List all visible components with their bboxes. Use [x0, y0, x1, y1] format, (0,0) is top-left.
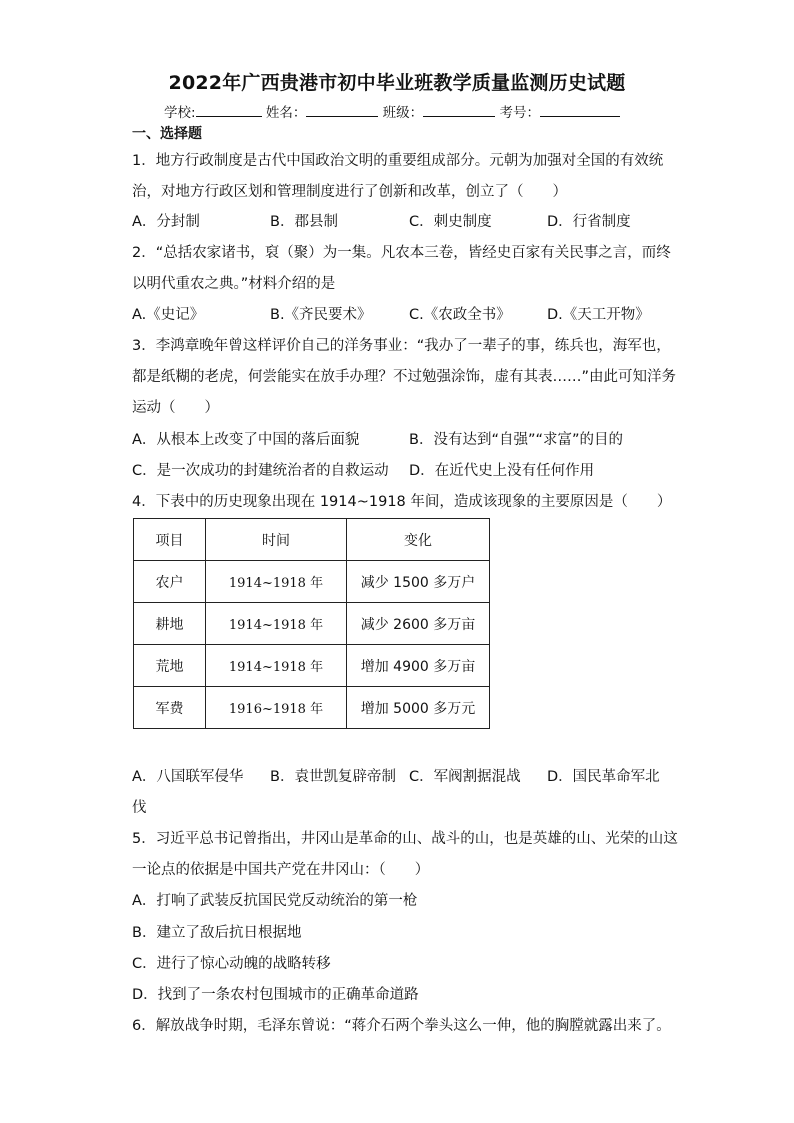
name-label: 姓名：	[265, 105, 307, 121]
table-row	[134, 603, 490, 645]
q3-option-b[interactable]: B．没有达到“自强”“求富”的目的	[409, 432, 623, 448]
q3-stem-line3: 运动（ ）	[132, 400, 219, 416]
q4-option-a[interactable]: A．八国联军侵华	[132, 769, 244, 785]
q5-option-a[interactable]: A．打响了武装反抗国民党反动统治的第一枪	[132, 893, 418, 909]
page-title: 2022年广西贵港市初中毕业班教学质量监测历史试题	[168, 72, 626, 94]
q3-option-d[interactable]: D．在近代史上没有任何作用	[409, 463, 595, 479]
table-row	[134, 561, 490, 603]
table-row	[134, 687, 490, 729]
q1-option-a[interactable]: A．分封制	[132, 214, 200, 230]
table-cell: 增加 5000 多万元	[347, 687, 490, 729]
q4-option-d-wrap: 伐	[132, 800, 147, 816]
q2-option-c[interactable]: C.《农政全书》	[409, 307, 511, 323]
class-blank[interactable]	[423, 102, 495, 117]
table-cell: 1914~1918 年	[206, 561, 347, 603]
table-cell: 减少 2600 多万亩	[347, 603, 490, 645]
q3-stem-line1: 3．李鸿章晚年曾这样评价自己的洋务事业：“我办了一辈子的事，练兵也，海军也，	[132, 338, 671, 354]
table-cell: 耕地	[134, 603, 206, 645]
q1-stem-line2: 治，对地方行政区划和管理制度进行了创新和改革，创立了（ ）	[132, 184, 567, 200]
student-info-line	[164, 101, 620, 121]
q5-option-d[interactable]: D．找到了一条农村包围城市的正确革命道路	[132, 987, 419, 1003]
q2-stem-line2: 以明代重农之典。”材料介绍的是	[132, 276, 336, 292]
q4-option-d[interactable]: D．国民革命军北	[547, 769, 660, 785]
q2-stem-line1: 2．“总括农家诸书，裒（聚）为一集。凡农本三卷，皆经史百家有关民事之言，而终	[132, 245, 671, 261]
table-cell: 增加 4900 多万亩	[347, 645, 490, 687]
exam-no-blank[interactable]	[540, 102, 620, 117]
table-header-cell: 时间	[206, 519, 347, 561]
q4-option-c[interactable]: C．军阀割据混战	[409, 769, 521, 785]
q5-option-b[interactable]: B．建立了敌后抗日根据地	[132, 925, 302, 941]
history-data-table	[133, 518, 490, 729]
table-cell: 1914~1918 年	[206, 603, 347, 645]
q5-stem-line2: 一论点的依据是中国共产党在井冈山：（ ）	[132, 862, 430, 878]
q6-stem-line1: 6．解放战争时期，毛泽东曾说：“蒋介石两个拳头这么一伸，他的胸膛就露出来了。	[132, 1018, 671, 1034]
q1-option-c[interactable]: C．刺史制度	[409, 214, 492, 230]
table-cell: 荒地	[134, 645, 206, 687]
class-label: 班级：	[382, 105, 424, 121]
school-label: 学校:	[164, 105, 196, 121]
q3-stem-line2: 都是纸糊的老虎，何尝能实在放手办理？不过勉强涂饰，虚有其表……”由此可知洋务	[132, 369, 677, 385]
q5-stem-line1: 5．习近平总书记曾指出，井冈山是革命的山、战斗的山，也是英雄的山、光荣的山这	[132, 831, 678, 847]
table-cell: 1916~1918 年	[206, 687, 347, 729]
q1-option-d[interactable]: D．行省制度	[547, 214, 631, 230]
table-cell: 减少 1500 多万户	[347, 561, 490, 603]
q1-option-b[interactable]: B．郡县制	[270, 214, 338, 230]
school-blank[interactable]	[196, 102, 262, 117]
section-heading: 一、选择题	[132, 126, 202, 142]
q4-option-b[interactable]: B．袁世凯复辟帝制	[270, 769, 396, 785]
q2-option-b[interactable]: B.《齐民要术》	[270, 307, 372, 323]
q4-stem-line1: 4．下表中的历史现象出现在 1914~1918 年间，造成该现象的主要原因是（ ）	[132, 494, 672, 510]
table-header-cell: 项目	[134, 519, 206, 561]
q5-option-c[interactable]: C．进行了惊心动魄的战略转移	[132, 956, 331, 972]
exam-no-label: 考号：	[499, 105, 540, 121]
name-blank[interactable]	[306, 102, 378, 117]
q2-option-d[interactable]: D.《天工开物》	[547, 307, 650, 323]
table-cell: 农户	[134, 561, 206, 603]
table-cell: 1914~1918 年	[206, 645, 347, 687]
table-cell: 军费	[134, 687, 206, 729]
q3-option-a[interactable]: A．从根本上改变了中国的落后面貌	[132, 432, 360, 448]
table-header-cell: 变化	[347, 519, 490, 561]
q2-option-a[interactable]: A.《史记》	[132, 307, 205, 323]
q3-option-c[interactable]: C．是一次成功的封建统治者的自救运动	[132, 463, 389, 479]
table-row	[134, 645, 490, 687]
q1-stem-line1: 1．地方行政制度是古代中国政治文明的重要组成部分。元朝为加强对全国的有效统	[132, 153, 664, 169]
table-header-row	[134, 519, 490, 561]
